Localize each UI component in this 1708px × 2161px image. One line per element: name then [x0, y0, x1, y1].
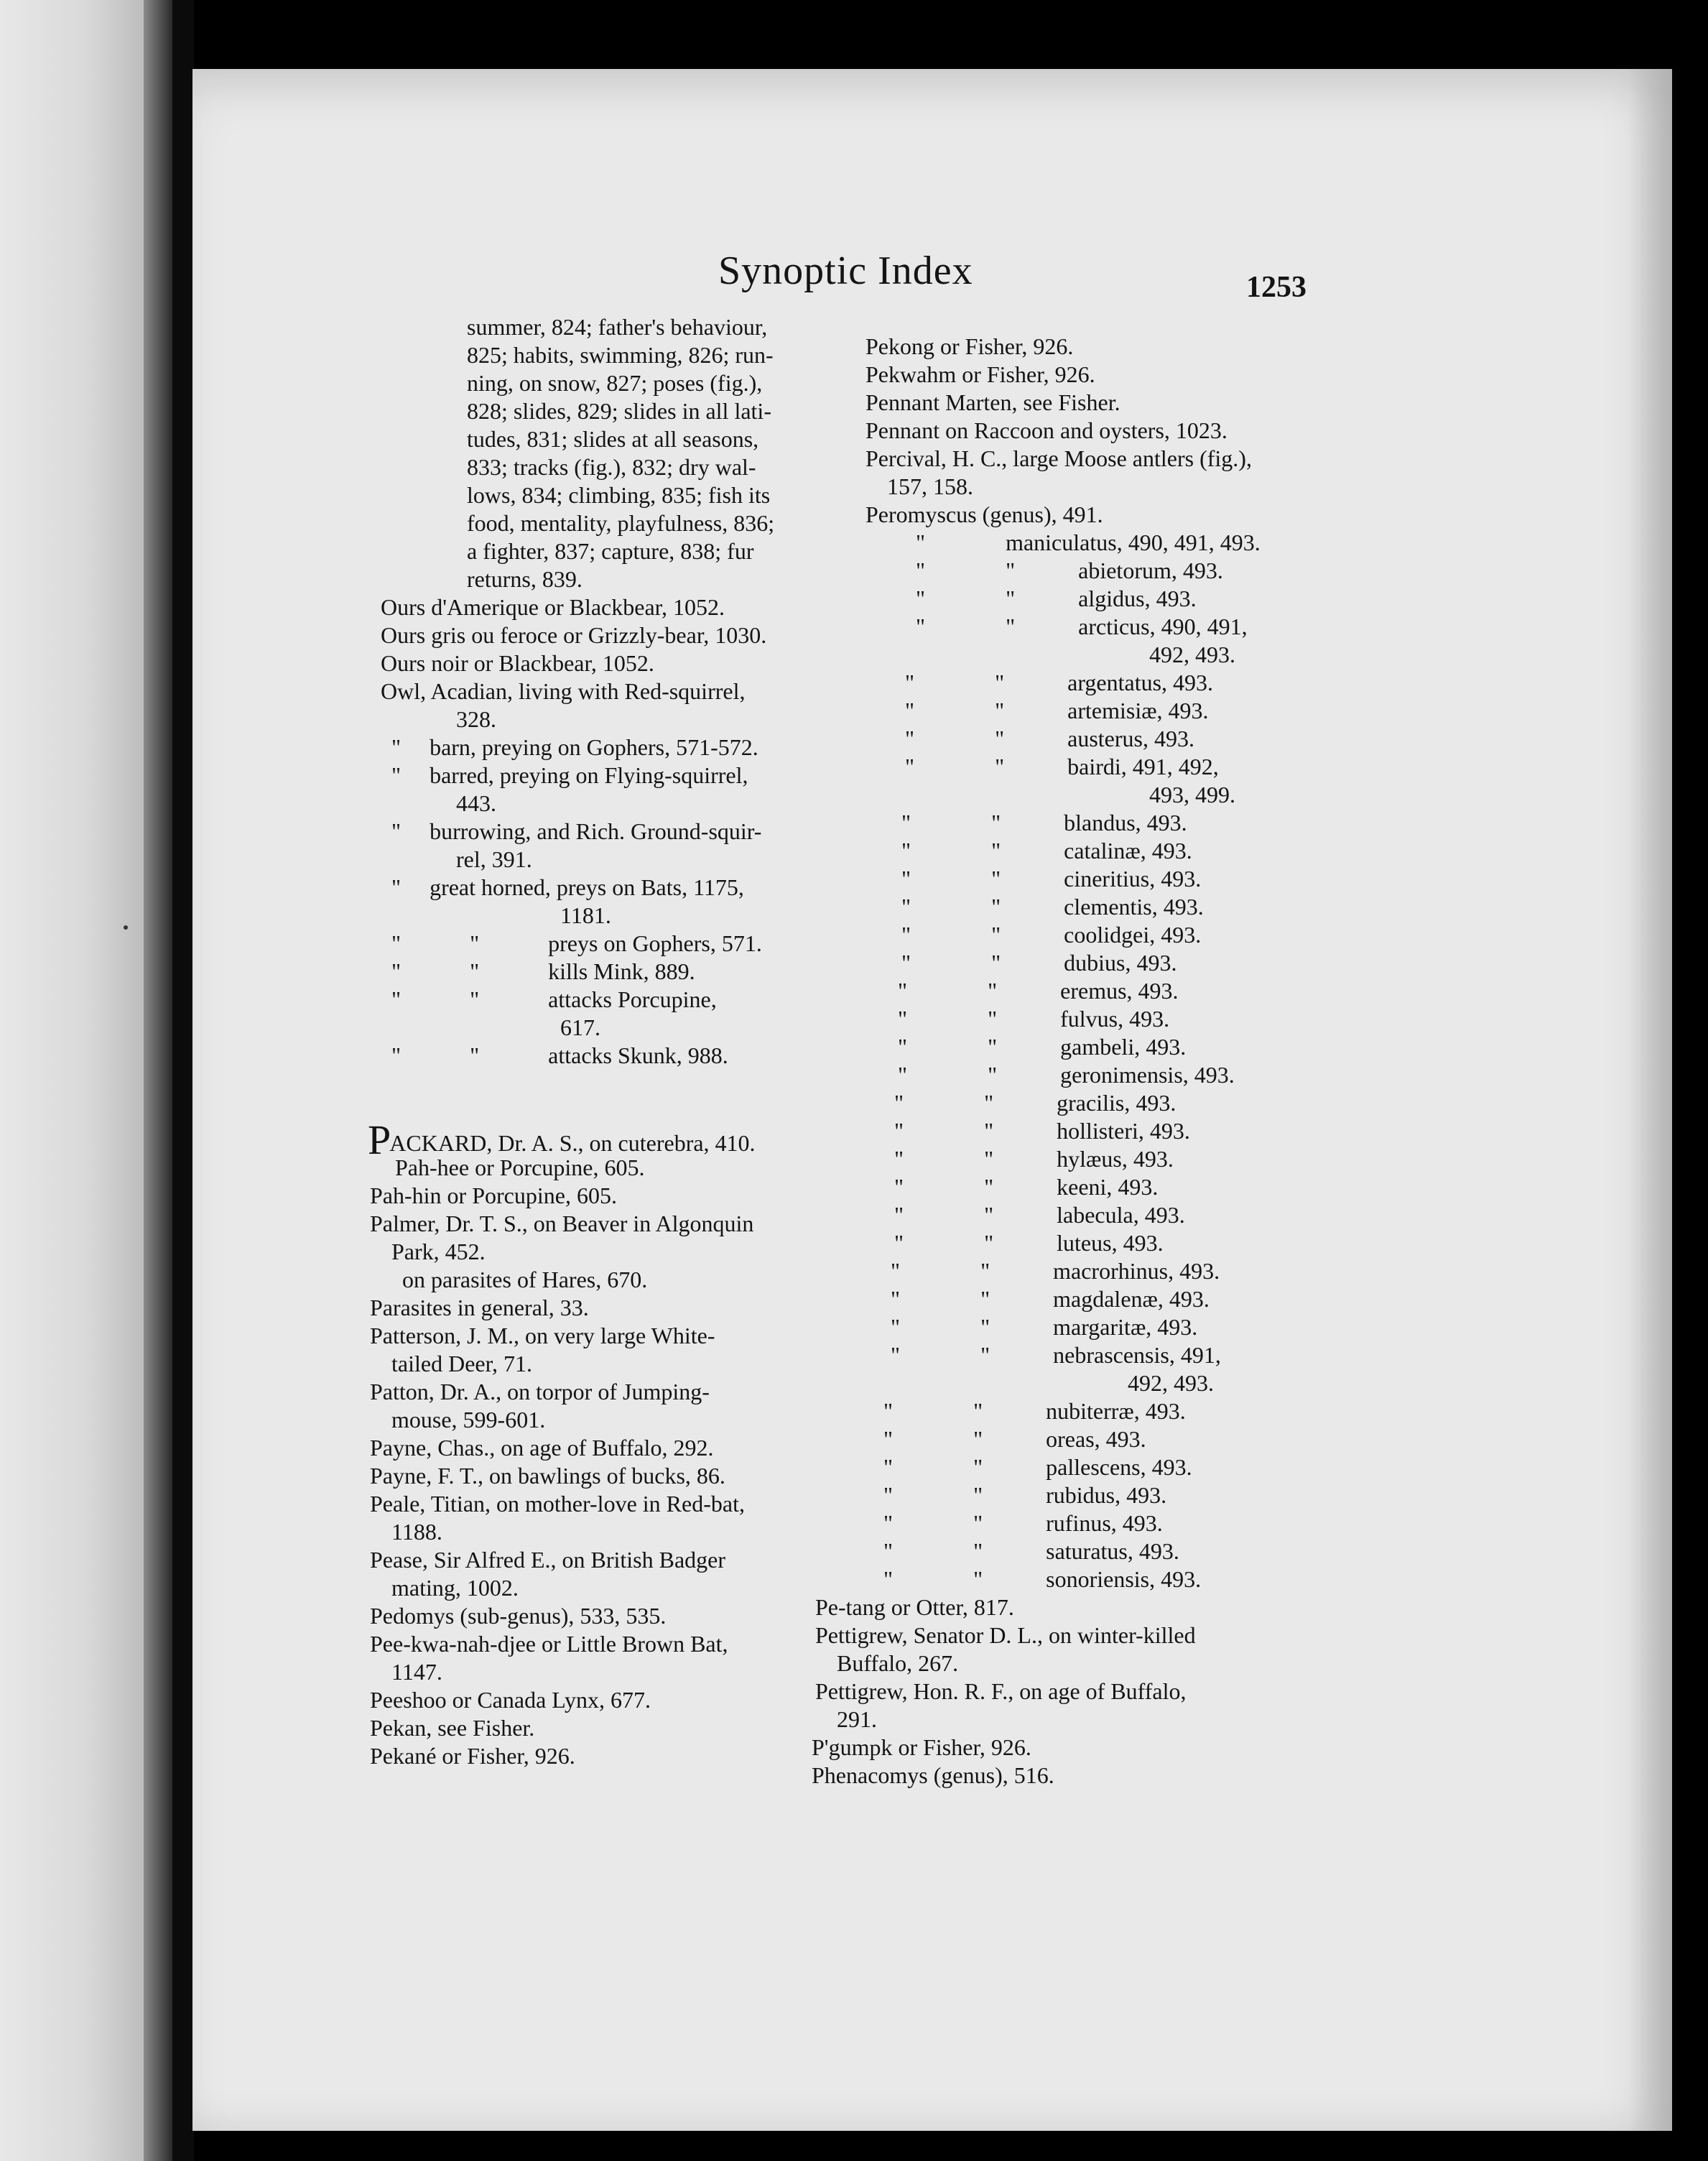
index-entry-text: Ours gris ou feroce or Grizzly-bear, 1030.: [381, 622, 767, 648]
index-entry-text: " " eremus, 493.: [898, 978, 1179, 1004]
index-entry-text: " " keeni, 493.: [894, 1174, 1159, 1200]
index-entry: [330, 1266, 848, 1294]
index-entry: [812, 389, 1329, 417]
index-entry-text: lows, 834; climbing, 835; fish its: [467, 482, 771, 508]
index-entry: [330, 677, 848, 705]
index-entry-text: " barn, preying on Gophers, 571-572.: [391, 734, 758, 760]
index-entry-text: " " geronimensis, 493.: [898, 1062, 1235, 1088]
page-curl-shadow: [1629, 69, 1672, 2131]
index-entry: [812, 1313, 1329, 1341]
index-entry-text: Peeshoo or Canada Lynx, 677.: [370, 1687, 651, 1713]
index-entry-text: ning, on snow, 827; poses (fig.),: [467, 370, 763, 396]
index-entry: [812, 809, 1329, 837]
index-entry: [812, 781, 1329, 809]
index-entry: [812, 893, 1329, 921]
index-entry: [812, 725, 1329, 753]
index-entry-text: Payne, Chas., on age of Buffalo, 292.: [370, 1435, 714, 1461]
index-entry: [330, 874, 848, 902]
index-entry: [330, 1378, 848, 1406]
index-entry-text: Parasites in general, 33.: [370, 1295, 589, 1320]
index-entry: [330, 1602, 848, 1630]
index-entry-text: " " preys on Gophers, 571.: [391, 930, 762, 956]
index-entry: [330, 1742, 848, 1770]
index-entry: [812, 473, 1329, 501]
index-entry: [330, 369, 848, 397]
index-entry: [330, 762, 848, 790]
index-entry: [812, 1593, 1329, 1621]
index-entry: [330, 397, 848, 425]
index-entry-text: 443.: [456, 790, 496, 816]
index-entry-text: " " algidus, 493.: [916, 586, 1197, 611]
index-entry: [330, 818, 848, 846]
index-entry: [330, 705, 848, 734]
index-entry-text: Ours noir or Blackbear, 1052.: [381, 650, 654, 676]
index-entry: [812, 557, 1329, 585]
index-entry-text: Buffalo, 267.: [837, 1650, 959, 1676]
index-entry: [812, 1481, 1329, 1509]
index-entry-text: " " luteus, 493.: [894, 1230, 1164, 1256]
index-entry-text: " " nebrascensis, 491,: [891, 1342, 1221, 1368]
index-entry-text: " " blandus, 493.: [901, 810, 1187, 836]
index-entry-text: tailed Deer, 71.: [391, 1351, 532, 1376]
index-entry-text: " " clementis, 493.: [901, 894, 1204, 920]
index-entry: [330, 1070, 848, 1098]
index-entry: [330, 537, 848, 565]
index-entry: [330, 1714, 848, 1742]
index-entry: [330, 1630, 848, 1658]
index-entry: [812, 1762, 1329, 1790]
index-entry: [812, 361, 1329, 389]
index-entry-text: Patton, Dr. A., on torpor of Jumping-: [370, 1379, 710, 1405]
index-entry-text: " " austerus, 493.: [905, 726, 1194, 751]
index-entry-text: Pennant on Raccoon and oysters, 1023.: [865, 417, 1227, 443]
index-entry-text: 328.: [456, 706, 496, 732]
index-entry-text: Owl, Acadian, living with Red-squirrel,: [381, 678, 746, 704]
index-entry-text: 833; tracks (fig.), 832; dry wal-: [467, 454, 756, 480]
index-entry: [330, 481, 848, 509]
index-entry-text: " " saturatus, 493.: [883, 1538, 1179, 1564]
index-entry-text: " barred, preying on Flying-squirrel,: [391, 762, 748, 788]
index-entry-text: " " dubius, 493.: [901, 950, 1177, 976]
index-entry-text: 291.: [837, 1706, 877, 1732]
index-entry: [812, 837, 1329, 865]
index-entry: [330, 1546, 848, 1574]
index-entry: [330, 790, 848, 818]
index-entry: [330, 1116, 848, 1163]
index-entry-text: " " coolidgei, 493.: [901, 922, 1202, 948]
index-entry-text: on parasites of Hares, 670.: [402, 1267, 648, 1292]
index-entry: [330, 1490, 848, 1518]
index-entry-text: returns, 839.: [467, 566, 583, 592]
index-entry-text: " " nubiterræ, 493.: [883, 1398, 1186, 1424]
drop-cap: P: [368, 1116, 391, 1163]
index-entry: [812, 1678, 1329, 1706]
index-entry-text: mating, 1002.: [391, 1575, 519, 1601]
index-entry-text: " " gambeli, 493.: [898, 1034, 1187, 1060]
index-entry-text: 493, 499.: [1149, 782, 1235, 808]
index-entry: [812, 1173, 1329, 1201]
index-entry-text: " great horned, preys on Bats, 1175,: [391, 874, 744, 900]
facing-page-shadow: [144, 0, 172, 2161]
index-entry: [812, 1453, 1329, 1481]
index-entry-text: Pettigrew, Senator D. L., on winter-killed: [815, 1622, 1196, 1648]
index-entry: [812, 417, 1329, 445]
index-entry-text: 825; habits, swimming, 826; run-: [467, 342, 774, 368]
running-head-title: Synoptic Index: [718, 249, 973, 293]
index-entry-text: " " macrorhinus, 493.: [891, 1258, 1220, 1284]
index-entry-text: " " gracilis, 493.: [894, 1090, 1176, 1116]
index-entry-text: 1181.: [560, 902, 611, 928]
index-entry-text: a fighter, 837; capture, 838; fur: [467, 538, 754, 564]
index-entry-text: 617.: [560, 1014, 600, 1040]
index-entry-text: rel, 391.: [456, 846, 532, 872]
index-entry: [330, 509, 848, 537]
index-entry-text: " burrowing, and Rich. Ground-squir-: [391, 818, 762, 844]
index-entry-text: P'gumpk or Fisher, 926.: [812, 1734, 1031, 1760]
index-entry: [812, 1621, 1329, 1649]
index-entry: [812, 1369, 1329, 1397]
index-entry-text: " " arcticus, 490, 491,: [916, 614, 1248, 639]
index-entry-text: " " pallescens, 493.: [883, 1454, 1192, 1480]
index-column-right: [812, 333, 1329, 1790]
index-entry-text: summer, 824; father's behaviour,: [467, 314, 768, 340]
page-number: 1253: [1246, 271, 1306, 304]
index-entry: [330, 902, 848, 930]
index-entry-text: " " magdalenæ, 493.: [891, 1286, 1210, 1312]
index-entry: [812, 641, 1329, 669]
index-entry-text: " " kills Mink, 889.: [391, 958, 695, 984]
index-entry-text: " maniculatus, 490, 491, 493.: [916, 529, 1261, 555]
index-entry-text: " " margaritæ, 493.: [891, 1314, 1198, 1340]
index-entry-text: 828; slides, 829; slides in all lati-: [467, 398, 771, 424]
index-entry-text: Pekong or Fisher, 926.: [865, 333, 1074, 359]
index-entry-text: Pennant Marten, see Fisher.: [865, 389, 1120, 415]
index-entry-text: Patterson, J. M., on very large White-: [370, 1323, 715, 1348]
index-entry-text: " " hollisteri, 493.: [894, 1118, 1190, 1144]
index-entry: [812, 865, 1329, 893]
index-entry-text: Peromyscus (genus), 491.: [865, 501, 1103, 527]
speck: [124, 925, 128, 930]
index-entry-text: Palmer, Dr. T. S., on Beaver in Algonquin: [370, 1211, 754, 1236]
index-entry: [812, 1565, 1329, 1593]
index-entry-text: " " rufinus, 493.: [883, 1510, 1163, 1536]
index-entry-text: " " argentatus, 493.: [905, 670, 1214, 695]
index-entry: [330, 565, 848, 593]
index-entry-text: Pease, Sir Alfred E., on British Badger: [370, 1547, 726, 1573]
index-entry: [330, 1294, 848, 1322]
index-entry-text: " " rubidus, 493.: [883, 1482, 1167, 1508]
index-entry: [330, 1042, 848, 1070]
index-entry: [812, 1117, 1329, 1145]
index-entry: [330, 1406, 848, 1434]
index-entry: [330, 1098, 848, 1126]
index-entry: [330, 1238, 848, 1266]
index-entry-text: " " cineritius, 493.: [901, 866, 1202, 892]
index-entry: [330, 1014, 848, 1042]
index-entry: [330, 1658, 848, 1686]
index-column-left: [330, 313, 848, 1770]
index-entry: [812, 1537, 1329, 1565]
index-entry: [812, 1734, 1329, 1762]
index-entry: [812, 1649, 1329, 1678]
index-entry-text: " " hylæus, 493.: [894, 1146, 1174, 1172]
index-entry-text: tudes, 831; slides at all seasons,: [467, 426, 759, 452]
index-entry-text: Pee-kwa-nah-djee or Little Brown Bat,: [370, 1631, 728, 1657]
index-entry: [330, 621, 848, 649]
index-entry: [330, 313, 848, 341]
index-entry-text: 1147.: [391, 1659, 442, 1685]
index-entry-text: Payne, F. T., on bawlings of bucks, 86.: [370, 1463, 725, 1489]
index-entry: [812, 1706, 1329, 1734]
index-entry: [812, 1201, 1329, 1229]
index-entry-text: food, mentality, playfulness, 836;: [467, 510, 775, 536]
index-entry-text: 492, 493.: [1128, 1370, 1214, 1396]
index-entry: [812, 1397, 1329, 1425]
index-entry: [812, 585, 1329, 613]
index-entry: [812, 501, 1329, 529]
index-entry: [812, 1145, 1329, 1173]
index-entry-text: Pe-tang or Otter, 817.: [815, 1594, 1014, 1620]
index-entry: [812, 1033, 1329, 1061]
index-entry: [330, 734, 848, 762]
book-gutter: [172, 0, 194, 2161]
index-entry: [812, 613, 1329, 641]
index-entry-text: Percival, H. C., large Moose antlers (fig.),: [865, 445, 1252, 471]
index-entry-text: Pettigrew, Hon. R. F., on age of Buffalo,: [815, 1678, 1187, 1704]
index-entry: [812, 1285, 1329, 1313]
index-entry: [812, 1257, 1329, 1285]
index-entry: [812, 1509, 1329, 1537]
facing-page-edge: [0, 0, 144, 2161]
index-entry: [330, 1574, 848, 1602]
index-entry-text: " " bairdi, 491, 492,: [905, 754, 1219, 779]
index-entry: [812, 445, 1329, 473]
index-entry-text: " " attacks Skunk, 988.: [391, 1042, 728, 1068]
index-entry: [330, 593, 848, 621]
index-entry: [330, 1210, 848, 1238]
index-entry-text: 492, 493.: [1149, 642, 1235, 667]
index-entry: [330, 958, 848, 986]
index-entry-text: Pah-hee or Porcupine, 605.: [395, 1154, 645, 1180]
index-entry: [330, 1462, 848, 1490]
index-entry: [330, 1434, 848, 1462]
index-entry: [330, 986, 848, 1014]
index-entry-text: " " labecula, 493.: [894, 1202, 1185, 1228]
index-entry: [330, 846, 848, 874]
index-entry-text: mouse, 599-601.: [391, 1407, 546, 1433]
index-entry: [812, 1229, 1329, 1257]
index-entry-text: Ours d'Amerique or Blackbear, 1052.: [381, 594, 725, 620]
index-entry: [330, 1686, 848, 1714]
index-entry-text: " " artemisiæ, 493.: [905, 698, 1209, 723]
index-entry-text: ACKARD, Dr. A. S., on cuterebra, 410.: [389, 1130, 756, 1156]
index-entry-text: Phenacomys (genus), 516.: [812, 1762, 1054, 1788]
index-entry: [812, 529, 1329, 557]
index-entry-text: " " fulvus, 493.: [898, 1006, 1170, 1032]
index-entry-text: Pah-hin or Porcupine, 605.: [370, 1183, 617, 1208]
index-entry: [812, 753, 1329, 781]
index-entry-text: Pekan, see Fisher.: [370, 1715, 535, 1741]
index-entry: [812, 1425, 1329, 1453]
index-entry: [330, 341, 848, 369]
index-entry-text: 1188.: [391, 1519, 442, 1545]
index-entry: [330, 1518, 848, 1546]
index-entry: [812, 977, 1329, 1005]
index-entry: [330, 453, 848, 481]
index-entry-text: Pekwahm or Fisher, 926.: [865, 361, 1095, 387]
index-entry: [812, 1061, 1329, 1089]
index-entry: [812, 1341, 1329, 1369]
index-entry: [812, 697, 1329, 725]
index-entry-text: " " attacks Porcupine,: [391, 986, 717, 1012]
index-entry: [812, 333, 1329, 361]
index-entry: [330, 1350, 848, 1378]
index-entry: [330, 1154, 848, 1182]
index-entry: [330, 930, 848, 958]
index-entry-text: " " sonoriensis, 493.: [883, 1566, 1202, 1592]
index-entry-text: Park, 452.: [391, 1239, 486, 1264]
index-entry: [812, 949, 1329, 977]
index-entry-text: Pekané or Fisher, 926.: [370, 1743, 575, 1769]
index-entry: [330, 1322, 848, 1350]
index-entry-text: " " catalinæ, 493.: [901, 838, 1192, 864]
index-entry-text: 157, 158.: [887, 473, 973, 499]
index-entry: [812, 669, 1329, 697]
index-entry-text: " " abietorum, 493.: [916, 557, 1223, 583]
index-entry: [330, 1182, 848, 1210]
index-entry: [812, 1089, 1329, 1117]
index-entry: [330, 425, 848, 453]
index-entry-text: " " oreas, 493.: [883, 1426, 1146, 1452]
index-entry-text: Peale, Titian, on mother-love in Red-bat,: [370, 1491, 745, 1517]
index-entry: [812, 921, 1329, 949]
index-entry-text: Pedomys (sub-genus), 533, 535.: [370, 1603, 667, 1629]
index-entry: [812, 1005, 1329, 1033]
index-entry: [330, 649, 848, 677]
